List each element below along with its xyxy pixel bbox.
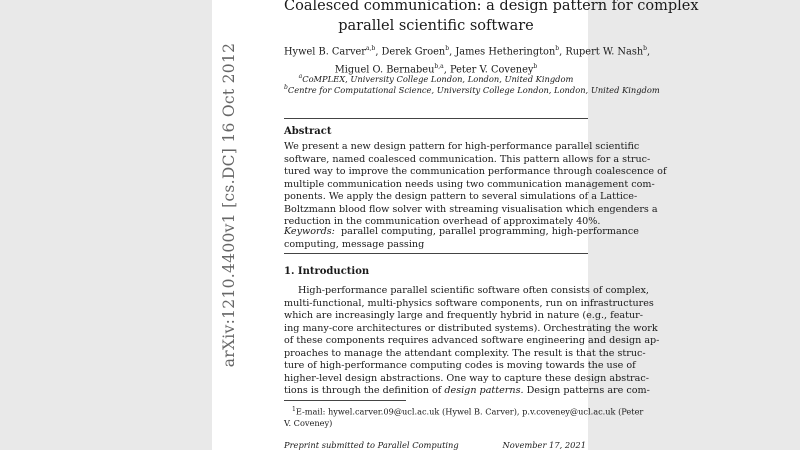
intro-line: which are increasingly large and frequently hybrid in nature (e.g., featur- — [284, 310, 643, 321]
intro-text-run: Design patterns are com- — [523, 385, 650, 396]
intro-line: High-performance parallel scientific software often consists of complex, — [298, 285, 649, 296]
author-name: Peter V. Coveney — [449, 64, 534, 76]
affiliation — [284, 82, 660, 96]
abstract-text — [284, 141, 667, 229]
author-affiliation-mark: b,a — [434, 63, 444, 71]
keywords-rule — [284, 253, 588, 254]
footnote-mark: 1 — [292, 406, 296, 413]
intro-line: multi-functional, multi-physics software components, run on infrastructures — [284, 297, 654, 309]
author-affiliation-mark: b — [445, 45, 450, 52]
abstract-line: reduction in the communication overhead of approximately 40%. — [284, 216, 601, 227]
author-name: Miguel O. Bernabeu — [334, 64, 435, 76]
keywords-label: Keywords: — [284, 226, 335, 237]
abstract-line: software, named coalesced communication. This pattern allows for a struc- — [284, 153, 651, 165]
intro-line: ture of high-performance computing codes is moving towards the use of — [284, 360, 636, 371]
footnote-text: E-mail: hywel.carver.09@ucl.ac.uk (Hywel B. Carver), p.v.coveney@ucl.ac.uk (Peter — [295, 406, 644, 417]
author-name: Derek Groen — [381, 46, 446, 58]
author-affiliation-mark: a,b — [365, 45, 376, 52]
title-line: parallel scientific software — [338, 18, 534, 34]
intro-line: proaches to manage the attendant complexity. The result is that the struc- — [284, 347, 646, 359]
abstract-heading: Abstract — [284, 126, 332, 137]
abstract-line: Boltzmann blood flow solver with streaming visualisation which engenders a — [284, 203, 658, 215]
footnote — [284, 404, 644, 429]
keywords — [284, 226, 639, 251]
intro-text — [284, 285, 660, 398]
title-line: Coalesced communication: a design pattern for complex — [284, 0, 699, 14]
intro-emphasis: design patterns. — [444, 385, 524, 396]
author-affiliation-mark: b — [555, 45, 560, 52]
abstract-line: tured way to improve the communication performance through coalescence of — [284, 166, 667, 177]
author-name: Hywel B. Carver — [284, 46, 366, 58]
intro-text-run: tions is through the definition of — [284, 385, 445, 396]
author-affiliation-mark: b — [533, 63, 538, 71]
footnote-text: V. Coveney) — [284, 417, 333, 428]
intro-line — [284, 385, 650, 398]
author-name: Rupert W. Nash — [565, 46, 644, 58]
page-footer — [284, 440, 588, 450]
abstract-line: We present a new design pattern for high-performance parallel scientific — [284, 141, 640, 152]
affiliation-text: CoMPLEX, University College London, London, United Kingdom — [302, 73, 574, 84]
affiliation-mark: a — [298, 73, 303, 80]
intro-line: of these components requires advanced software engineering and design ap- — [284, 335, 660, 346]
abstract-rule — [284, 118, 588, 119]
abstract-line: multiple communication needs using two communication management com- — [284, 178, 655, 190]
preprint-note: Preprint submitted to Parallel Computing — [284, 440, 459, 450]
arxiv-identifier-text: arXiv:1210.4400v1 [cs.DC] 16 Oct 2012 — [220, 42, 238, 368]
author-affiliation-mark: b — [643, 45, 648, 52]
section-heading: 1. Introduction — [284, 266, 370, 277]
arxiv-identifier — [219, 0, 239, 450]
author-name: James Hetherington — [455, 46, 556, 58]
affiliation-mark: b — [284, 84, 288, 91]
affiliation-text: Centre for Computational Science, University College London, London, United Kingdom — [287, 84, 660, 95]
keywords-text: parallel computing, parallel programming, high-performance — [341, 226, 639, 237]
keywords-text: computing, message passing — [284, 238, 425, 250]
author-list: Hywel B. Carver$^{a,b}$, Derek Groen$^b$, James Hetherington$^b$, Rupert W. Nash$^b$, Miguel O. Bernabeu$^{b,a}$, Peter V. Coveney$^b$ — [284, 45, 651, 76]
intro-line: ing many-core architectures or distributed systems). Orchestrating the work — [284, 322, 658, 334]
footer-date: November 17, 2021 — [502, 440, 586, 450]
intro-line: higher-level design abstractions. One way to capture these design abstrac- — [284, 372, 649, 384]
paper-title — [284, 0, 699, 36]
footnote-rule — [284, 400, 406, 401]
abstract-line: ponents. We apply the design pattern to several simulations of a Lattice- — [284, 191, 638, 202]
